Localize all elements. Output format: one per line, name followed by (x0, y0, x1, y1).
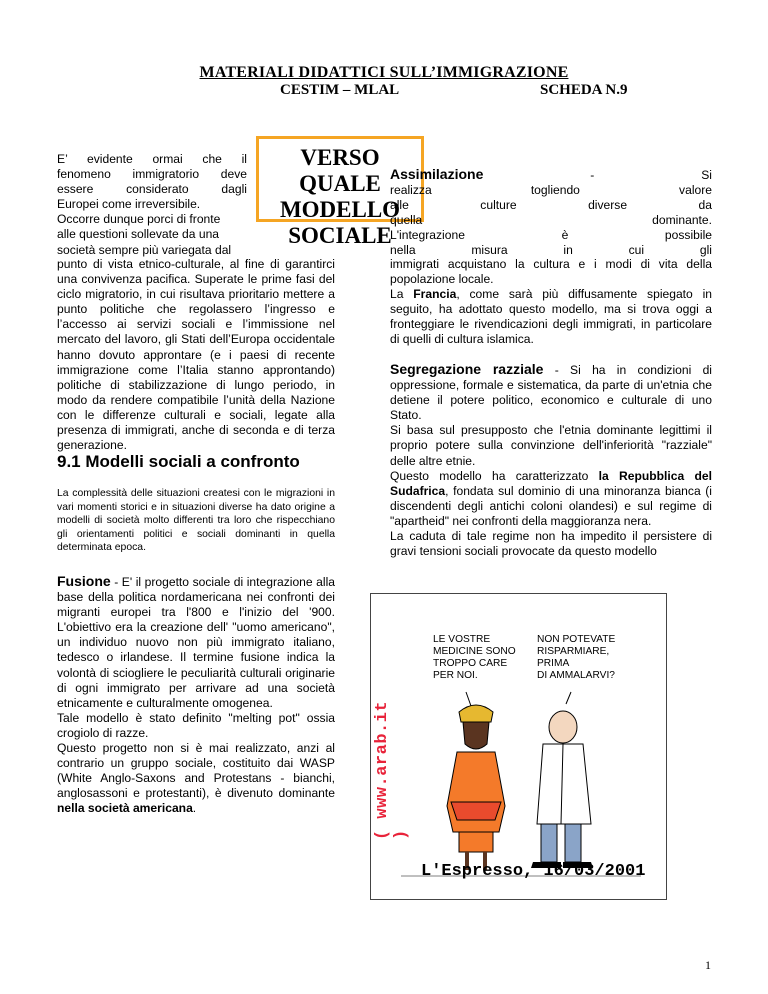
fusione-p3-text: Questo progetto non si è mai realizzato, anzi al contrario un gruppo sociale, costituito dai WASP (White Anglo-Saxons and Protestans - bianchi, anglosassoni e protestanti), è divenuto dominante (57, 741, 335, 801)
page-number: 1 (705, 958, 711, 972)
segregazione-text: - Si ha in condizioni di oppressione, formale e sistematica, da parte di un'etnia che detiene il potere politico, economico e culturale di uno Stato. (390, 363, 712, 423)
document-title: MATERIALI DIDATTICI SULL’IMMIGRAZIONE (199, 64, 569, 81)
section-heading: 9.1 Modelli sociali a confronto (57, 452, 300, 471)
assimilazione-block (390, 257, 712, 348)
bubble-line: MEDICINE SONO (433, 646, 516, 657)
segregazione-block (390, 362, 712, 559)
fusione-text: - E' il progetto sociale di integrazione alla base della politica nordamericana nei confronti dei migranti europei tra l'800 e l'inizio del '900. L'obiettivo era la creazione dell' "uomo americano", un individuo nuovo non più immigrato italiano, tedesco o irlandese. Il termine fusione indica la volontà di sciogliere le peculiarità culturali originarie di ogni immigrato per arrivare ad una società etnicamente e culturalmente omogenea. (57, 575, 335, 710)
assimilazione-rest: immigrati acquistano la cultura e i modi di vita della popolazione locale. (390, 257, 712, 287)
intro-paragraph: punto di vista etnico-culturale, al fine di garantirci una convivenza pacifica. Superate le prime fasi del ciclo migratorio, in cui risultava prioritario mettere a punto politiche che regolassero l’ingresso e l’accesso ai servizi sociali e l’immissione nel mercato del lavoro, gli Stati dell’Europa occidentale hanno dovuto approntare (e i paesi di recente immigrazione come l’Italia stanno approntando) politiche di stabilizzazione di lungo periodo, in modo da rendere compatibile l’unità della Nazione con le differenze culturali e sociali, legate alla presenza di immigrati, anche di seconda e di terza generazione. (57, 257, 335, 453)
article-title-line-3: SOCIALE (288, 223, 392, 248)
fusione-block (57, 574, 335, 817)
article-title-line-2: MODELLO (279, 197, 401, 222)
assimilazione-line: quella dominante. (390, 213, 712, 228)
intro-line: Occorre dunque porci di fronte (57, 212, 221, 227)
fusione-p3-bold: nella società americana (57, 801, 193, 816)
section-intro-note: La complessità delle situazioni createsi con le migrazioni in vari momenti storici e in situazioni diverse ha dato origine a modelli di società molto differenti tra loro che rispecchiano gli orientamenti politici e sociali dominanti in quella determinata epoca. (57, 488, 335, 554)
woman-figure (447, 705, 505, 870)
assimilazione-line: realizza togliendo valore (390, 183, 712, 198)
francia-text-c: , come sarà più diffusamente spiegato in seguito, ha adottato questo modello, ma si trova oggi a fronteggiare le rivendicazioni degli immigrati, in particolare di quelli di cultura islamica. (390, 287, 713, 347)
intro-line: società sempre più variegata dal (57, 242, 232, 257)
bubble-line: NON POTEVATE (537, 634, 616, 645)
intro-line: Europei come irreversibile. (57, 197, 201, 212)
cartoon-drawing (371, 594, 666, 899)
cartoon-image (370, 593, 667, 900)
fusione-p3-end: . (192, 801, 197, 816)
cartoon-caption: L'Espresso, 16/03/2001 (421, 862, 646, 881)
assimilazione-first-line (390, 167, 712, 183)
intro-line: alle questioni sollevate da una (57, 227, 220, 242)
sheet-number: SCHEDA N.9 (540, 82, 628, 98)
article-title-line-1: VERSO QUALE (299, 145, 381, 196)
bubble-line: DI AMMALARVI? (537, 670, 615, 681)
bubble-line: PRIMA (537, 658, 570, 669)
segregazione-paragraph-2: Si basa sul presupposto che l'etnia dominante legittimi il proprio potere sulla convinzione dell'inferiorità "razziale" delle altre etnie. (390, 423, 712, 468)
assimilazione-line: L'integrazione è possibile (390, 228, 712, 243)
doctor-figure (531, 711, 593, 868)
segregazione-paragraph-3 (390, 469, 712, 529)
fusione-paragraph-3 (57, 741, 335, 816)
intro-narrow (57, 152, 247, 258)
organization-label: CESTIM – MLAL (280, 82, 400, 98)
segregazione-p3-end: , fondata sul dominio di una minoranza bianca (i discendenti degli antichi coloni olandesi) e sul regime di "apartheid" nei confronti della maggioranza nera. (390, 483, 712, 528)
francia-bold: Francia (413, 287, 457, 302)
fusione-paragraph-2: Tale modello è stato definito "melting pot" ossia crogiolo di razze. (57, 710, 335, 740)
segregazione-term: Segregazione razziale (390, 361, 544, 377)
segregazione-p3-bold: la Repubblica del Sudafrica (390, 468, 713, 498)
assimilazione-narrow (390, 166, 712, 259)
bubble-line: LE VOSTRE (433, 634, 491, 645)
segregazione-paragraph-4: La caduta di tale regime non ha impedito il persistere di gravi tensioni sociali provocate da questo modello (390, 529, 712, 559)
francia-paragraph (390, 287, 712, 347)
segregazione-paragraph-1 (390, 362, 712, 423)
bubble-line: TROPPO CARE (433, 658, 508, 669)
intro-line: fenomeno immigratorio deve (57, 167, 247, 182)
segregazione-p3-text: Questo modello ha caratterizzato (390, 468, 599, 483)
assimilazione-first: - Si (483, 168, 712, 182)
francia-text-a: La (390, 287, 414, 302)
intro-line: essere considerato dagli (57, 182, 247, 197)
fusione-term: Fusione (57, 573, 111, 589)
assimilazione-line: alle culture diverse da (390, 198, 712, 213)
cartoon-source-label: ( www.arab.it ) (373, 700, 411, 840)
assimilazione-line: nella misura in cui gli (390, 243, 712, 258)
bubble-line: RISPARMIARE, (537, 646, 610, 657)
bubble-line: PER NOI. (433, 670, 478, 681)
intro-line: E’ evidente ormai che il (57, 152, 247, 166)
assimilazione-term: Assimilazione (390, 166, 484, 182)
